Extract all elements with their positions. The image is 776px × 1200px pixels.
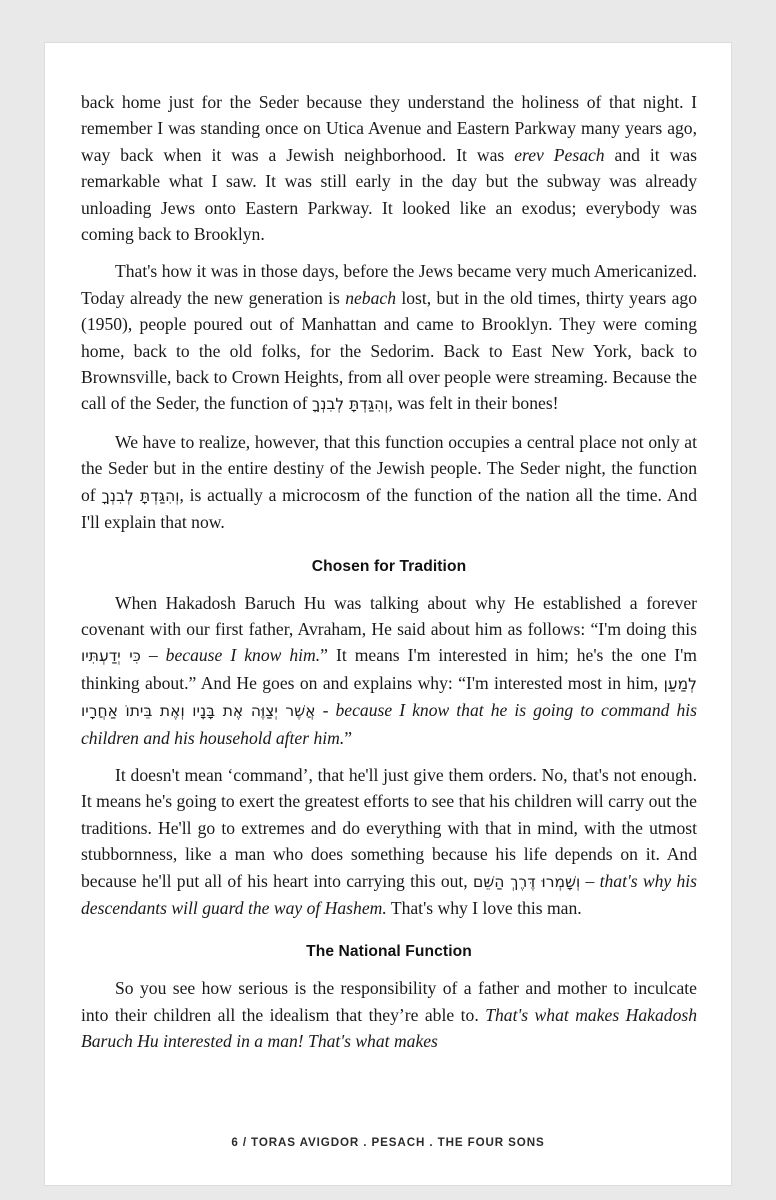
hebrew-phrase: וְהִגַּדְתָּ לְבִנְךָ [311, 395, 389, 414]
page-footer: 6 / TORAS AVIGDOR . PESACH . THE FOUR SONS [231, 1136, 545, 1149]
hebrew-phrase: לְמַעַן אֲשֶׁר יְצַוֶּה אֶת בָּנָיו וְאֶת בֵּיתוֹ אַחֲרָיו [81, 674, 697, 721]
hebrew-phrase: וְשָׁמְרוּ דֶּרֶךְ הַשֵּׁם [472, 872, 581, 891]
section-heading-the-national-function: The National Function [306, 943, 472, 961]
emphasis-text: That's what makes Hakadosh Baruch Hu interested in a man! That's what makes [81, 1004, 698, 1052]
section-heading-chosen-for-tradition: Chosen for Tradition [311, 557, 467, 575]
page-content [45, 43, 731, 1055]
paragraph: It doesn't mean ‘command’, that he'll just give them orders. No, that's not enough. It means he's going to exert the greatest efforts to see that his children will carry out the traditions. He'll go to extremes and do everything with that in mind, with the utmost stubbornness, like a man who does something because his life depends on it. And because he'll put all of his heart into carrying this out, וְשָׁמְרוּ דֶּרֶךְ הַשֵּׁם – that's why his descendants will guard the way of Hashem. That's why I love this man. [81, 764, 698, 918]
emphasis-text: because I know that he is going to command his children and his household after him. [81, 700, 697, 748]
emphasis-text: nebach [345, 287, 397, 308]
hebrew-phrase: כִּי יְדַעְתִּיו [81, 647, 141, 666]
paragraph: When Hakadosh Baruch Hu was talking about why He established a forever covenant with our first father, Avraham, He said about him as follows: “I'm doing this כִּי יְדַעְתִּיו – because I know him.” It means I'm interested in him; he's the one I'm thinking about.” And He goes on and explains why: “I'm interested most in him, לְמַעַן אֲשֶׁר יְצַוֶּה אֶת בָּנָיו וְאֶת בֵּיתוֹ אַחֲרָיו - because I know that he is going to command his children and his household after him.” [81, 592, 697, 748]
paragraph: We have to realize, however, that this function occupies a central place not only at the Seder but in the entire destiny of the Jewish people. The Seder night, the function of וְהִגַּדְתָּ לְבִנְךָ, is actually a microcosm of the function of the nation all the time. And I'll explain that now. [81, 431, 697, 533]
paragraph: That's how it was in those days, before the Jews became very much Americanized. Today already the new generation is nebach lost, but in the old times, thirty years ago (1950), people poured out of Manhattan and came to Brooklyn. They were coming home, back to the old folks, for the Sedorim. Back to East New York, back to Brownsville, back to Crown Heights, from all over people were streaming. Because the call of the Seder, the function of וְהִגַּדְתָּ לְבִנְךָ, was felt in their bones! [81, 261, 698, 414]
emphasis-text: erev Pesach [514, 144, 605, 165]
document-page [44, 42, 732, 1186]
paragraph: So you see how serious is the responsibility of a father and mother to inculcate into their children all the idealism that they’re able to. That's what makes Hakadosh Baruch Hu interested in a man! That's what makes [81, 978, 698, 1052]
emphasis-text: because I know him. [165, 645, 321, 666]
body-block-1 [81, 89, 697, 536]
paragraph: back home just for the Seder because they understand the holiness of that night. I remember I was standing once on Utica Avenue and Eastern Parkway many years ago, way back when it was a Jewish neighborhood. It was erev Pesach and it was remarkable what I saw. It was still early in the day but the subway was already unloading Jews onto Eastern Parkway. It looked like an exodus; everybody was coming back to Brooklyn. [81, 92, 697, 245]
hebrew-phrase: וְהִגַּדְתָּ לְבִנְךָ [101, 486, 180, 505]
emphasis-text: that's why his descendants will guard the way of Hashem. [81, 870, 698, 918]
body-block-3 [81, 975, 697, 1054]
body-block-2 [81, 590, 697, 922]
